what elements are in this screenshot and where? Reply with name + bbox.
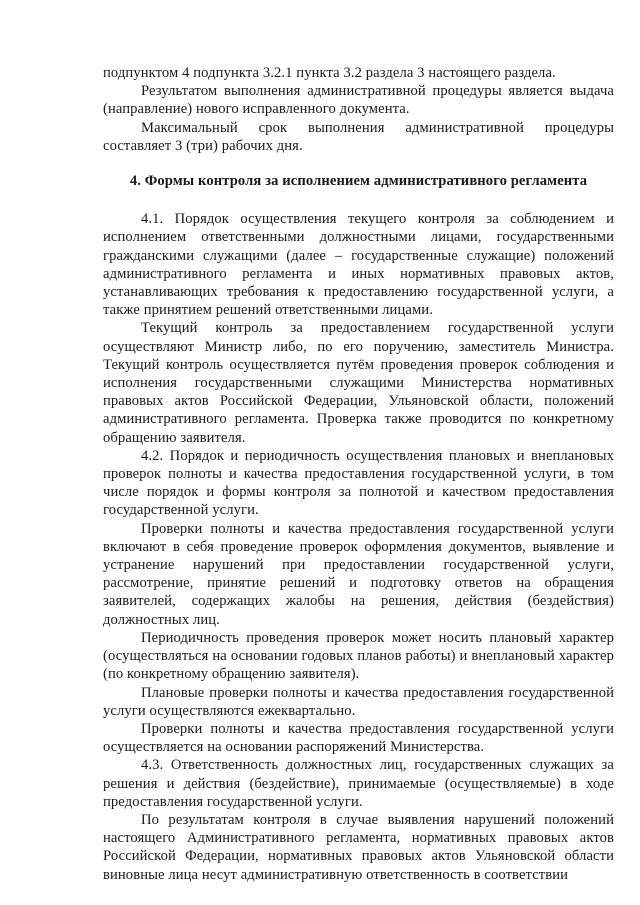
paragraph-checks-include: Проверки полноты и качества предоставления государственной услуги включают в себя проведение проверок оформления документов, выявление и устранение нарушений при предоставлении государственной услуги, рассмотрение, принятие решений и подготовку ответов на обращения заявителей, содержащих жалобы на решения, действия (бездействия) должностных лиц.	[103, 520, 614, 628]
paragraph-result: Результатом выполнения административной процедуры является выдача (направление) нового исправленного документа.	[103, 83, 614, 118]
paragraph-continuation: подпунктом 4 подпункта 3.2.1 пункта 3.2 раздела 3 настоящего раздела.	[103, 65, 556, 81]
paragraph-current-control: Текущий контроль за предоставлением государственной услуги осуществляют Министр либо, по его поручению, заместитель Министра. Текущий контроль осуществляется путём проведения проверок соблюдения и исполнения государственными служащими Министерства нормативных правовых актов Российской Федерации, Ульяновской области, положений административного регламента. Проверка также проводится по конкретному обращению заявителя.	[103, 320, 614, 446]
paragraph-control-results: По результатам контроля в случае выявления нарушений положений настоящего Административного регламента, нормативных правовых актов Российской Федерации, нормативных правовых актов Ульяновской области виновные лица несут административную ответственность в соответствии	[103, 811, 614, 883]
paragraph-4-3: 4.3. Ответственность должностных лиц, государственных служащих за решения и действия (бездействие), принимаемые (осуществляемые) в ходе предоставления государственной услуги.	[103, 757, 614, 810]
paragraph-periodicity: Периодичность проведения проверок может носить плановый характер (осуществляться на основании годовых планов работы) и внеплановый характер (по конкретному обращению заявителя).	[103, 629, 614, 683]
paragraph-checks-basis: Проверки полноты и качества предоставления государственной услуги осуществляется на основании распоряжений Министерства.	[103, 720, 614, 756]
paragraph-4-1: 4.1. Порядок осуществления текущего контроля за соблюдением и исполнением ответственными должностными лицами, государственными гражданскими служащими (далее – государственные служащие) положений административного регламента и иных нормативных правовых актов, устанавливающих требования к предоставлению государственной услуги, а также принятием решений ответственными лицами.	[103, 211, 614, 319]
document-page	[103, 64, 614, 884]
paragraph-max-term: Максимальный срок выполнения административной процедуры составляет 3 (три) рабочих дня.	[103, 119, 614, 154]
paragraph-planned-checks: Плановые проверки полноты и качества предоставления государственной услуги осуществляются ежеквартально.	[103, 684, 614, 719]
paragraph-4-2: 4.2. Порядок и периодичность осуществления плановых и внеплановых проверок полноты и качества предоставления государственной услуги, в том числе порядок и формы контроля за полнотой и качеством предоставления государственной услуги.	[103, 447, 614, 519]
section-heading: 4. Формы контроля за исполнением административного регламента	[129, 173, 588, 190]
